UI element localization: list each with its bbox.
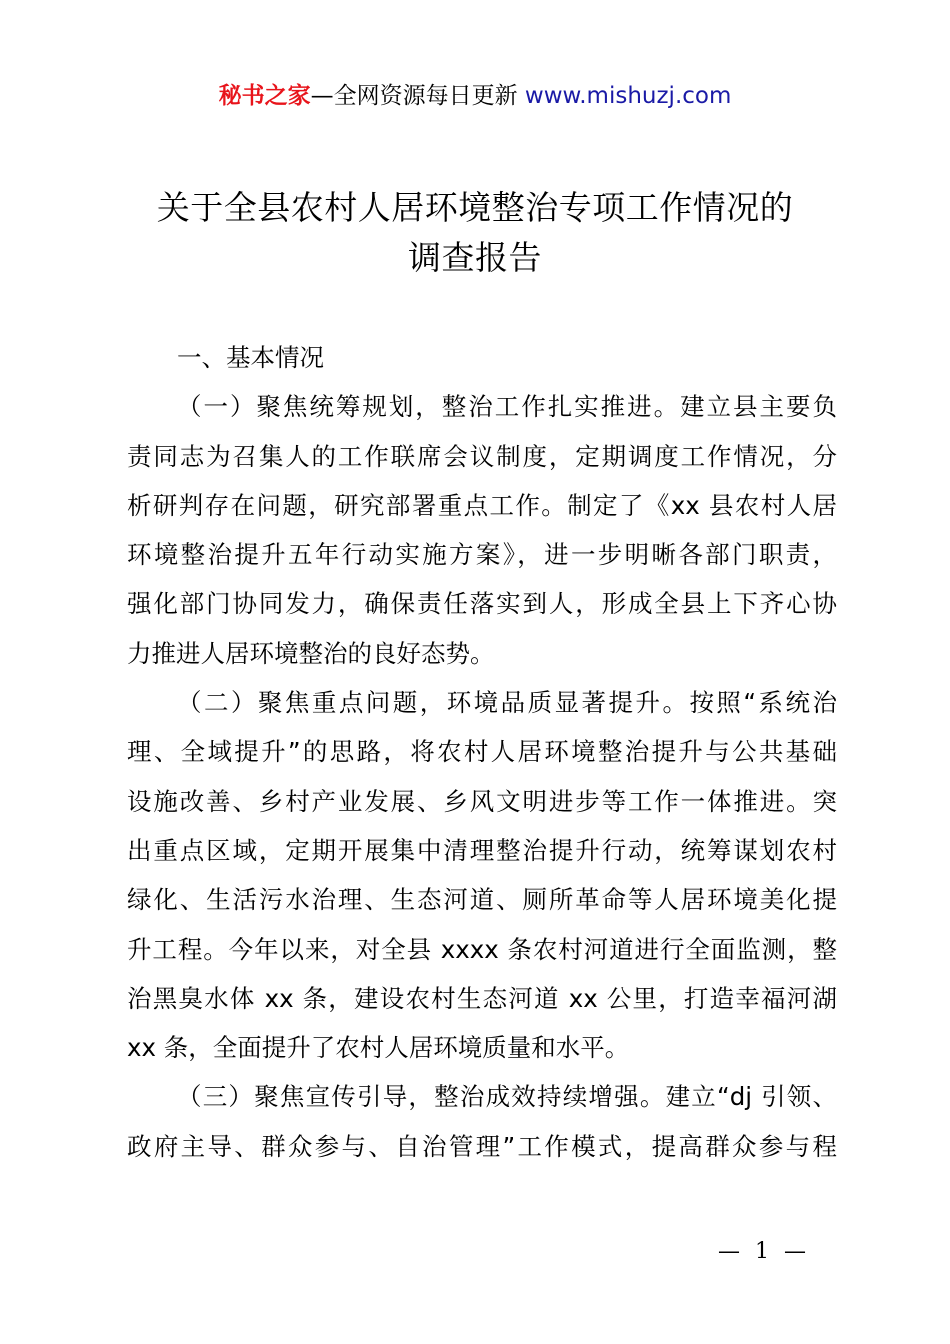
paragraph-line: 强化部门协同发力，确保责任落实到人，形成全县上下齐心协 bbox=[127, 589, 837, 619]
paragraph-line: 理、全域提升”的思路，将农村人居环境整治提升与公共基础 bbox=[127, 737, 837, 767]
paragraph-line: xx 条，全面提升了农村人居环境质量和水平。 bbox=[127, 1033, 630, 1063]
document-title bbox=[100, 183, 850, 283]
paragraph-line: 环境整治提升五年行动实施方案》，进一步明晰各部门职责， bbox=[127, 540, 837, 570]
paragraph-line: 设施改善、乡村产业发展、乡风文明进步等工作一体推进。突 bbox=[127, 786, 837, 816]
site-header bbox=[0, 78, 950, 114]
paragraph-line: （一）聚焦统筹规划，整治工作扎实推进。建立县主要负 bbox=[177, 392, 837, 422]
title-line-2: 调查报告 bbox=[408, 238, 542, 277]
paragraph-line: 绿化、生活污水治理、生态河道、厕所革命等人居环境美化提 bbox=[127, 885, 837, 915]
paragraph-line: 析研判存在问题，研究部署重点工作。制定了《xx 县农村人居 bbox=[127, 490, 837, 520]
paragraph-2 bbox=[127, 678, 837, 1072]
paragraph-line: （二）聚焦重点问题，环境品质显著提升。按照“系统治 bbox=[177, 688, 837, 718]
site-url-link[interactable]: www.mishuzj.com bbox=[524, 83, 732, 109]
paragraph-line: 政府主导、群众参与、自治管理”工作模式，提高群众参与程 bbox=[127, 1131, 837, 1161]
site-tagline: —全网资源每日更新 bbox=[310, 83, 525, 109]
title-line-1: 关于全县农村人居环境整治专项工作情况的 bbox=[156, 188, 794, 227]
paragraph-1 bbox=[127, 382, 837, 678]
document-body bbox=[127, 333, 837, 1171]
paragraph-line: （三）聚焦宣传引导，整治成效持续增强。建立“dj 引领、 bbox=[177, 1082, 837, 1112]
page-number: — 1 — bbox=[718, 1239, 810, 1264]
paragraph-line: 力推进人居环境整治的良好态势。 bbox=[127, 638, 495, 668]
paragraph-line: 责同志为召集人的工作联席会议制度，定期调度工作情况，分 bbox=[127, 441, 837, 471]
section-heading: 一、基本情况 bbox=[177, 343, 324, 372]
paragraph-3 bbox=[127, 1072, 837, 1171]
paragraph-line: 出重点区域，定期开展集中清理整治提升行动，统筹谋划农村 bbox=[127, 835, 837, 865]
paragraph-line: 升工程。今年以来，对全县 xxxx 条农村河道进行全面监测，整 bbox=[127, 934, 837, 964]
paragraph-line: 治黑臭水体 xx 条，建设农村生态河道 xx 公里，打造幸福河湖 bbox=[127, 983, 837, 1013]
site-brand: 秘书之家 bbox=[218, 83, 311, 109]
